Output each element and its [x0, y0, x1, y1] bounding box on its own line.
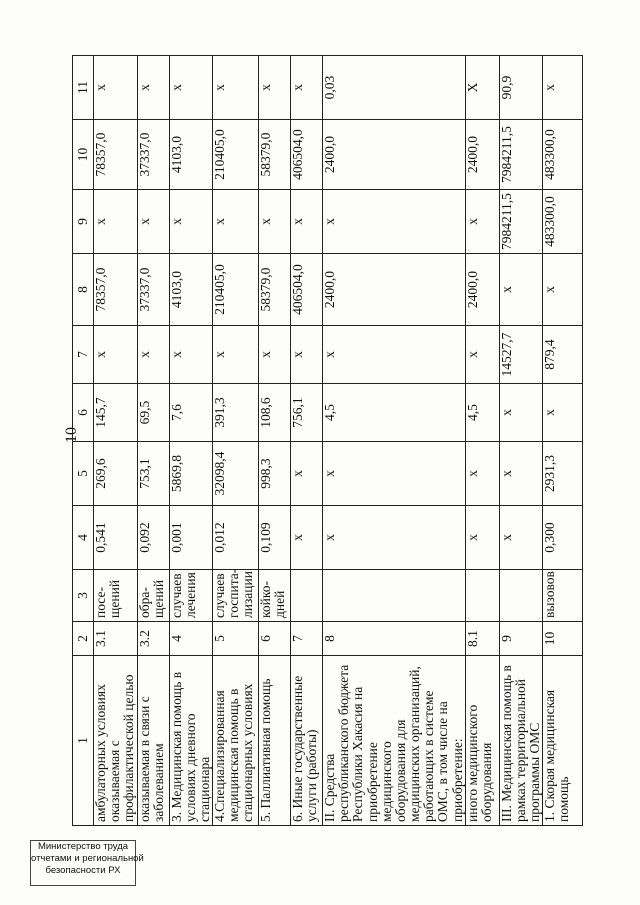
- table-cell: 998,3: [259, 442, 291, 506]
- table-cell: х: [169, 56, 213, 120]
- table-cell: 2400,0: [323, 254, 466, 326]
- table-row: [543, 56, 583, 826]
- table-row: [94, 56, 138, 826]
- row-label-cell: 4.Специализированная медицинская помощь в стационарных условиях: [213, 656, 259, 826]
- table-cell: 391,3: [213, 384, 259, 442]
- table-cell: 210405,0: [213, 120, 259, 190]
- table-cell: 0,001: [169, 506, 213, 570]
- col-header: 5: [73, 442, 94, 506]
- table-cell: [465, 570, 499, 622]
- table-cell: 5869,8: [169, 442, 213, 506]
- table-cell: 210405,0: [213, 254, 259, 326]
- registration-stamp: [30, 840, 144, 886]
- table-cell: 483300,0: [543, 120, 583, 190]
- table-cell: случаев лечения: [169, 570, 213, 622]
- col-header: 8: [73, 254, 94, 326]
- table-cell: х: [137, 190, 169, 254]
- table-row: [499, 56, 543, 826]
- table-cell: 37337,0: [137, 254, 169, 326]
- col-header: 2: [73, 622, 94, 656]
- table-cell: 2400,0: [465, 254, 499, 326]
- col-header: 10: [73, 120, 94, 190]
- table-cell: 0,300: [543, 506, 583, 570]
- table-cell: 4,5: [323, 384, 466, 442]
- table-cell: 269,6: [94, 442, 138, 506]
- table-row: [465, 56, 499, 826]
- table-cell: 7984211,5: [499, 120, 543, 190]
- table-cell: х: [94, 326, 138, 384]
- col-header: 9: [73, 190, 94, 254]
- table-cell: обра-щений: [137, 570, 169, 622]
- table-cell: 10: [543, 622, 583, 656]
- col-header: 4: [73, 506, 94, 570]
- table-cell: 8.1: [465, 622, 499, 656]
- table-row: [259, 56, 291, 826]
- table-cell: 4,5: [465, 384, 499, 442]
- table-row: [291, 56, 323, 826]
- table-cell: х: [291, 442, 323, 506]
- table-cell: 4103,0: [169, 254, 213, 326]
- row-label-cell: 3. Медицинская помощь в условиях дневного стационара: [169, 656, 213, 826]
- table-cell: 753,1: [137, 442, 169, 506]
- table-cell: х: [213, 326, 259, 384]
- table-cell: х: [213, 190, 259, 254]
- table-cell: 32098,4: [213, 442, 259, 506]
- stamp-line: безопасности РХ: [45, 865, 121, 876]
- table-cell: 108,6: [259, 384, 291, 442]
- table-cell: х: [499, 506, 543, 570]
- table-cell: х: [291, 326, 323, 384]
- table-cell: х: [169, 326, 213, 384]
- header-row: [73, 56, 94, 826]
- table-cell: х: [465, 326, 499, 384]
- table-cell: Х: [465, 56, 499, 120]
- budget-table: [72, 55, 583, 826]
- table-cell: х: [94, 56, 138, 120]
- table-cell: вызовов: [543, 570, 583, 622]
- table-cell: 7,6: [169, 384, 213, 442]
- col-header: 6: [73, 384, 94, 442]
- table-cell: х: [543, 254, 583, 326]
- table-cell: 9: [499, 622, 543, 656]
- table-cell: х: [213, 56, 259, 120]
- table-cell: 0,012: [213, 506, 259, 570]
- table-row: [169, 56, 213, 826]
- table-cell: х: [323, 442, 466, 506]
- table-cell: 406504,0: [291, 254, 323, 326]
- table-cell: 406504,0: [291, 120, 323, 190]
- table-cell: койко-дней: [259, 570, 291, 622]
- table-cell: х: [323, 190, 466, 254]
- table-cell: 3.2: [137, 622, 169, 656]
- table-cell: х: [499, 384, 543, 442]
- table-cell: 0,03: [323, 56, 466, 120]
- table-cell: х: [94, 190, 138, 254]
- table-cell: х: [137, 56, 169, 120]
- table-cell: х: [259, 190, 291, 254]
- table-cell: х: [499, 254, 543, 326]
- table-cell: [291, 570, 323, 622]
- col-header: 1: [73, 656, 94, 826]
- page-number: 10: [63, 427, 80, 443]
- table-cell: 37337,0: [137, 120, 169, 190]
- col-header: 11: [73, 56, 94, 120]
- table-cell: х: [323, 326, 466, 384]
- table-cell: 6: [259, 622, 291, 656]
- table-cell: 879,4: [543, 326, 583, 384]
- table-row: [213, 56, 259, 826]
- row-label-cell: 1. Скорая медицинская помощь: [543, 656, 583, 826]
- table-row: [137, 56, 169, 826]
- table-cell: х: [291, 190, 323, 254]
- row-label-cell: 5. Паллиативная помощь: [259, 656, 291, 826]
- table-cell: случаев госпита-лизации: [213, 570, 259, 622]
- table-row: [323, 56, 466, 826]
- table-cell: [323, 570, 466, 622]
- table-cell: 483300,0: [543, 190, 583, 254]
- table-cell: 90,9: [499, 56, 543, 120]
- table-cell: 5: [213, 622, 259, 656]
- row-label-cell: III. Медицинская помощь в рамках территориальной программы ОМС: [499, 656, 543, 826]
- row-label-cell: амбулаторных условиях оказываемая с профилактической целью: [94, 656, 138, 826]
- table-cell: 78357,0: [94, 120, 138, 190]
- table-cell: 0,092: [137, 506, 169, 570]
- table-cell: 2400,0: [323, 120, 466, 190]
- stamp-line: отчетами и региональной: [31, 853, 144, 864]
- table-cell: х: [543, 56, 583, 120]
- row-label-cell: иного медицинского оборудования: [465, 656, 499, 826]
- row-label-cell: II. Средства республиканского бюджета Республики Хакасия на приобретение медицинского оборудования для медицинских организаций, работающих в системе ОМС, в том числе на приобретение:: [323, 656, 466, 826]
- table-cell: 58379,0: [259, 254, 291, 326]
- table-container: [72, 56, 572, 826]
- table-cell: 8: [323, 622, 466, 656]
- table-cell: 0,109: [259, 506, 291, 570]
- table-cell: х: [543, 384, 583, 442]
- table-cell: х: [465, 442, 499, 506]
- table-body: [94, 56, 583, 826]
- table-cell: х: [137, 326, 169, 384]
- col-header: 7: [73, 326, 94, 384]
- table-cell: х: [499, 442, 543, 506]
- table-cell: х: [291, 506, 323, 570]
- row-label-cell: 6. Иные государственные услуги (работы): [291, 656, 323, 826]
- table-cell: 78357,0: [94, 254, 138, 326]
- table-cell: 0,541: [94, 506, 138, 570]
- table-cell: 145,7: [94, 384, 138, 442]
- table-cell: 7984211,5: [499, 190, 543, 254]
- row-label-cell: оказываемая в связи с заболеванием: [137, 656, 169, 826]
- table-cell: 2400,0: [465, 120, 499, 190]
- stamp-line: Министерство труда: [37, 841, 129, 852]
- table-cell: х: [259, 326, 291, 384]
- table-cell: [499, 570, 543, 622]
- table-cell: х: [169, 190, 213, 254]
- table-cell: 4103,0: [169, 120, 213, 190]
- table-cell: 7: [291, 622, 323, 656]
- table-cell: 4: [169, 622, 213, 656]
- table-cell: х: [465, 506, 499, 570]
- table-cell: х: [259, 56, 291, 120]
- table-cell: 3.1: [94, 622, 138, 656]
- table-cell: 14527,7: [499, 326, 543, 384]
- table-cell: х: [323, 506, 466, 570]
- table-cell: х: [291, 56, 323, 120]
- table-cell: посе-щений: [94, 570, 138, 622]
- table-cell: 69,5: [137, 384, 169, 442]
- table-cell: 58379,0: [259, 120, 291, 190]
- table-cell: 2931,3: [543, 442, 583, 506]
- col-header: 3: [73, 570, 94, 622]
- table-cell: 756,1: [291, 384, 323, 442]
- table-cell: х: [465, 190, 499, 254]
